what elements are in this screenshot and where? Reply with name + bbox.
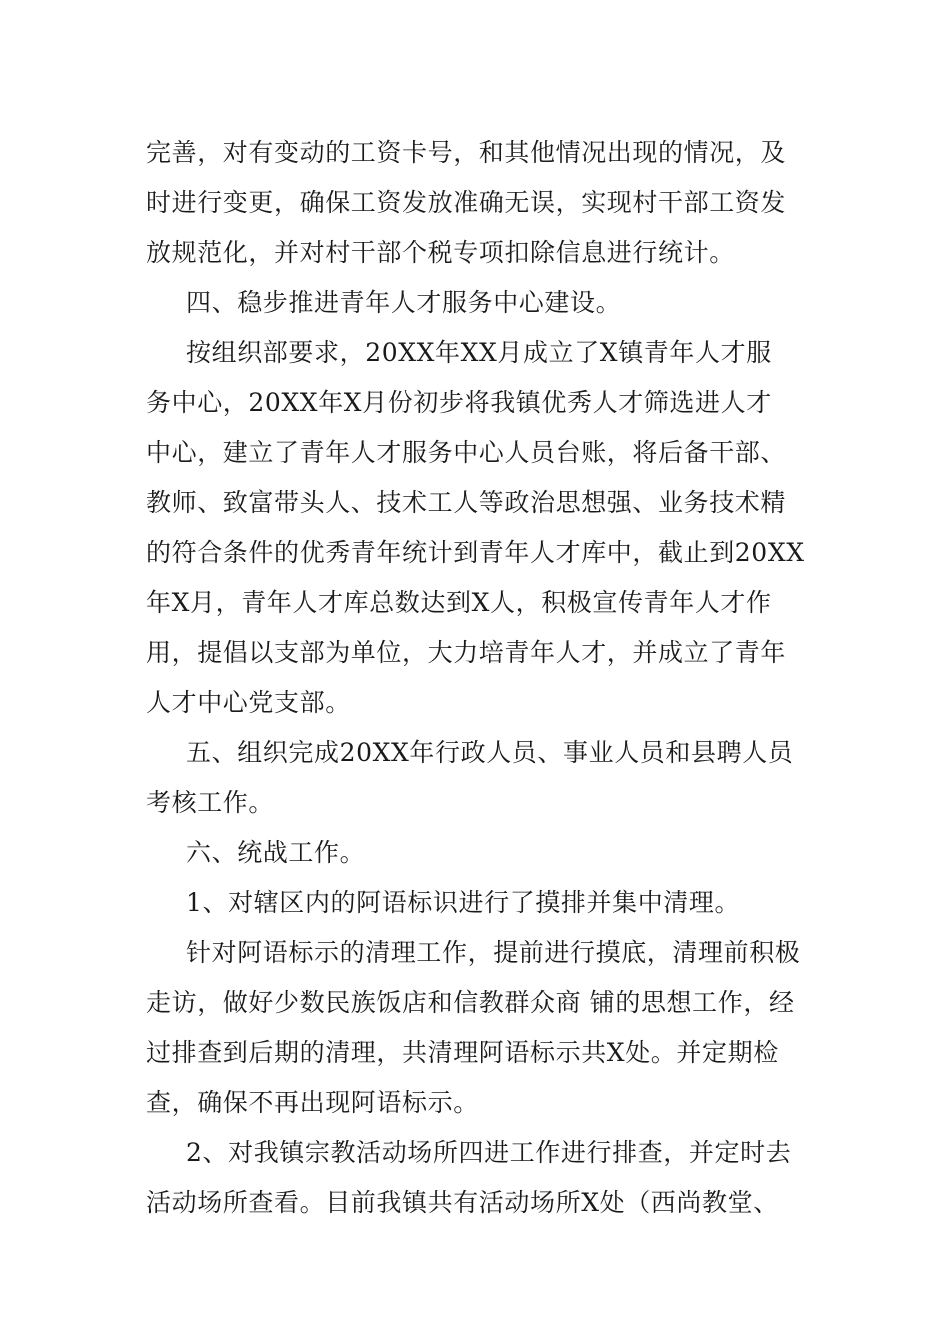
text-line: 针对阿语标示的清理工作，提前进行摸底，清理前积极 (186, 938, 801, 967)
text-line: 教师、致富带头人、技术工人等政治思想强、业务技术精 (146, 488, 787, 517)
subsection-heading-2: 2、对我镇宗教活动场所四进工作进行排查，并定时去 (186, 1138, 792, 1167)
text-line: 人才中心党支部。 (146, 688, 351, 717)
text-line: 中心，建立了青年人才服务中心人员台账，将后备干部、 (146, 438, 787, 467)
section-heading-6: 六、统战工作。 (186, 838, 366, 867)
section-heading-5: 五、组织完成20XX年行政人员、事业人员和县聘人员 (186, 738, 794, 767)
text-line: 考核工作。 (146, 788, 275, 817)
text-line: 用，提倡以支部为单位，大力培青年人才，并成立了青年 (146, 638, 787, 667)
text-line: 按组织部要求，20XX年XX月成立了X镇青年人才服 (186, 338, 772, 367)
text-line: 务中心，20XX年X月份初步将我镇优秀人才筛选进人才 (146, 388, 772, 417)
text-line: 时进行变更，确保工资发放准确无误，实现村干部工资发 (146, 188, 787, 217)
text-line: 年X月，青年人才库总数达到X人，积极宣传青年人才作 (146, 588, 772, 617)
subsection-heading-1: 1、对辖区内的阿语标识进行了摸排并集中清理。 (186, 888, 741, 917)
text-line: 走访，做好少数民族饭店和信教群众商 铺的思想工作，经 (146, 988, 795, 1017)
text-line: 过排查到后期的清理，共清理阿语标示共X处。并定期检 (146, 1038, 779, 1067)
section-heading-4: 四、稳步推进青年人才服务中心建设。 (186, 288, 622, 317)
document-body (146, 128, 808, 1228)
text-line: 活动场所查看。目前我镇共有活动场所X处（西尚教堂、 (146, 1188, 779, 1217)
text-line: 查，确保不再出现阿语标示。 (146, 1088, 479, 1117)
text-line: 的符合条件的优秀青年统计到青年人才库中，截止到20XX (146, 538, 805, 567)
text-line: 放规范化，并对村干部个税专项扣除信息进行统计。 (146, 238, 735, 267)
text-line: 完善，对有变动的工资卡号，和其他情况出现的情况，及 (146, 138, 787, 167)
